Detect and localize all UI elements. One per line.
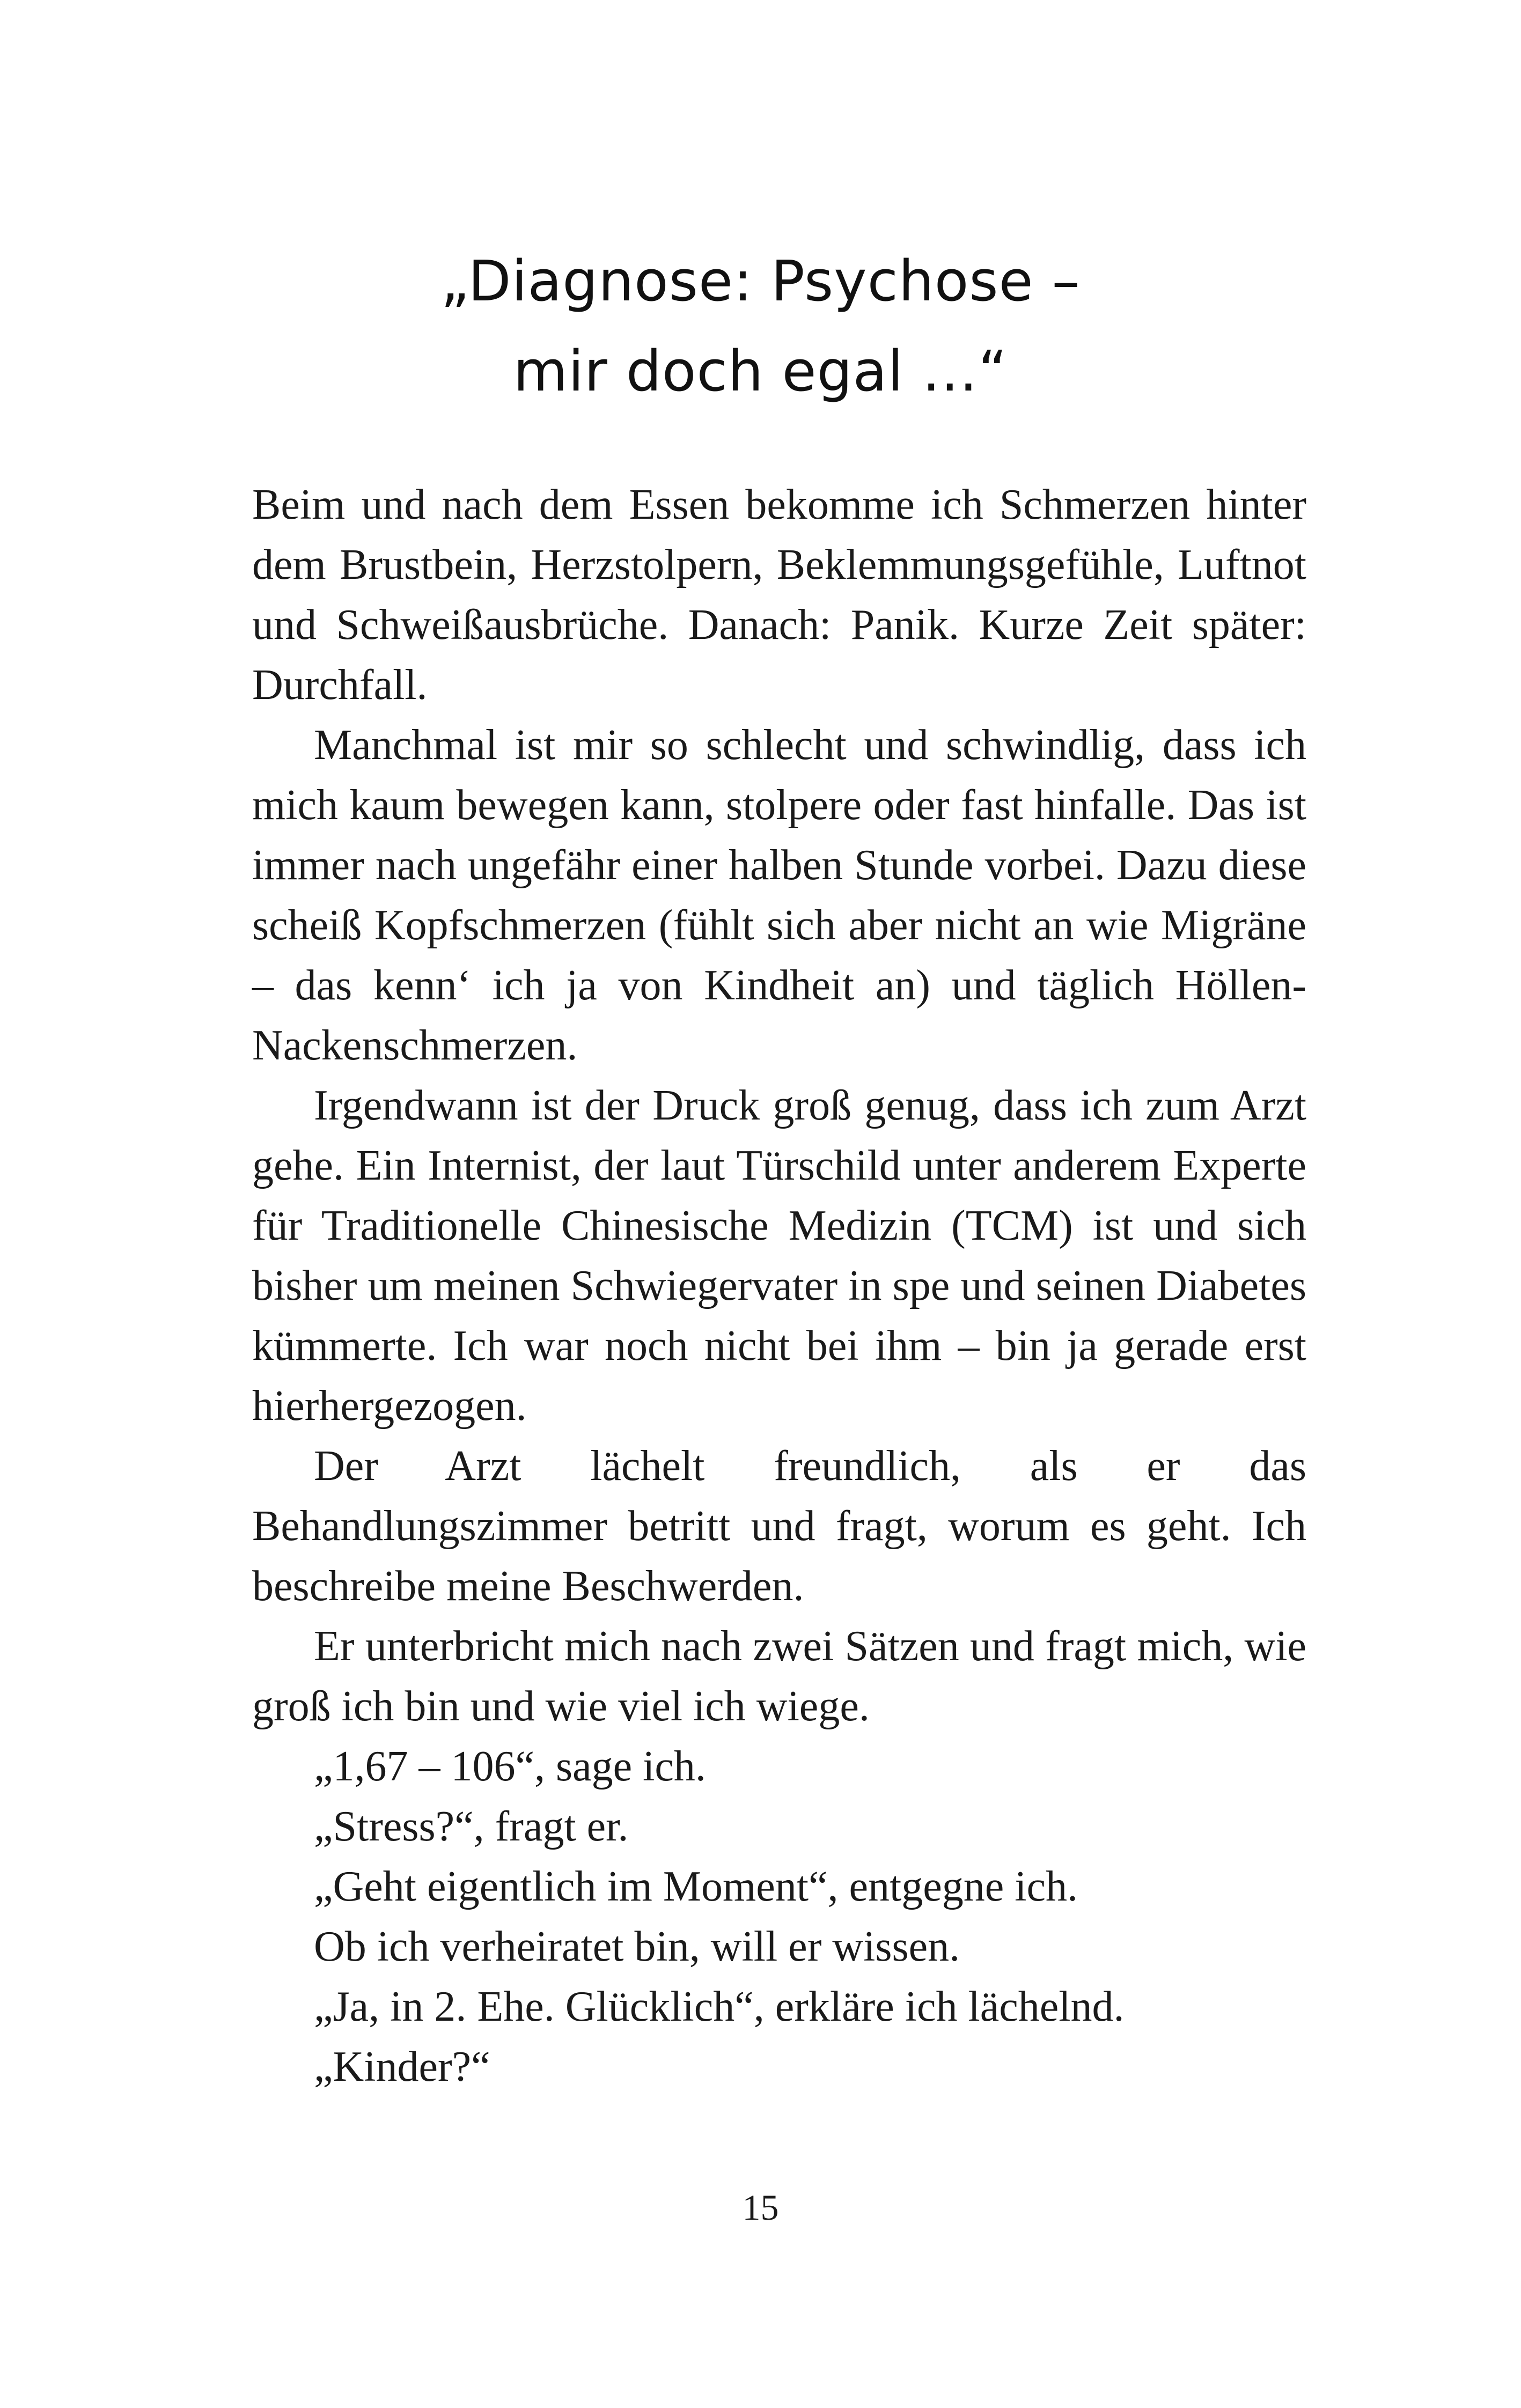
paragraph-3: Irgendwann ist der Druck groß genug, dass ich zum Arzt gehe. Ein Internist, der laut Türschild unter anderem Experte für Traditionelle Chinesische Medizin (TCM) ist und sich bisher um meinen Schwiegervater in spe und seinen Diabetes kümmerte. Ich war noch nicht bei ihm – bin ja gerade erst hierhergezogen. — [252, 1082, 1306, 1430]
chapter-title-line-1: „Diagnose: Psychose – — [440, 248, 1081, 314]
page-number: 15 — [742, 2187, 779, 2228]
chapter-title-line-2: mir doch egal …“ — [513, 338, 1008, 404]
dialog-line-5: „Ja, in 2. Ehe. Glücklich“, erkläre ich lächelnd. — [314, 1983, 1125, 2030]
paragraph-2: Manchmal ist mir so schlecht und schwindlig, dass ich mich kaum bewegen kann, stolpere oder fast hinfalle. Das ist immer nach ungefähr einer halben Stunde vorbei. Dazu diese scheiß Kopfschmerzen (fühlt sich aber nicht an wie Migräne – das kenn‘ ich ja von Kindheit an) und täglich Höllen-Nackenschmerzen. — [252, 721, 1306, 1069]
paragraph-1: Beim und nach dem Essen bekomme ich Schmerzen hinter dem Brustbein, Herzstolpern, Beklemmungsgefühle, Luftnot und Schweißausbrüche. Danach: Panik. Kurze Zeit später: Durchfall. — [252, 481, 1306, 709]
body-text — [252, 475, 1306, 2097]
dialog-line-6: „Kinder?“ — [314, 2043, 490, 2090]
dialog-line-3: „Geht eigentlich im Moment“, entgegne ich. — [314, 1863, 1078, 1910]
paragraph-5: Er unterbricht mich nach zwei Sätzen und fragt mich, wie groß ich bin und wie viel ich wiege. — [252, 1623, 1306, 1730]
paragraph-4: Der Arzt lächelt freundlich, als er das Behandlungszimmer betritt und fragt, worum es geht. Ich beschreibe meine Beschwerden. — [252, 1442, 1306, 1610]
dialog-line-4: Ob ich verheiratet bin, will er wissen. — [314, 1923, 960, 1970]
dialog-line-2: „Stress?“, fragt er. — [314, 1803, 629, 1850]
chapter-title — [0, 236, 1521, 416]
dialog-line-1: „1,67 – 106“, sage ich. — [314, 1743, 706, 1790]
